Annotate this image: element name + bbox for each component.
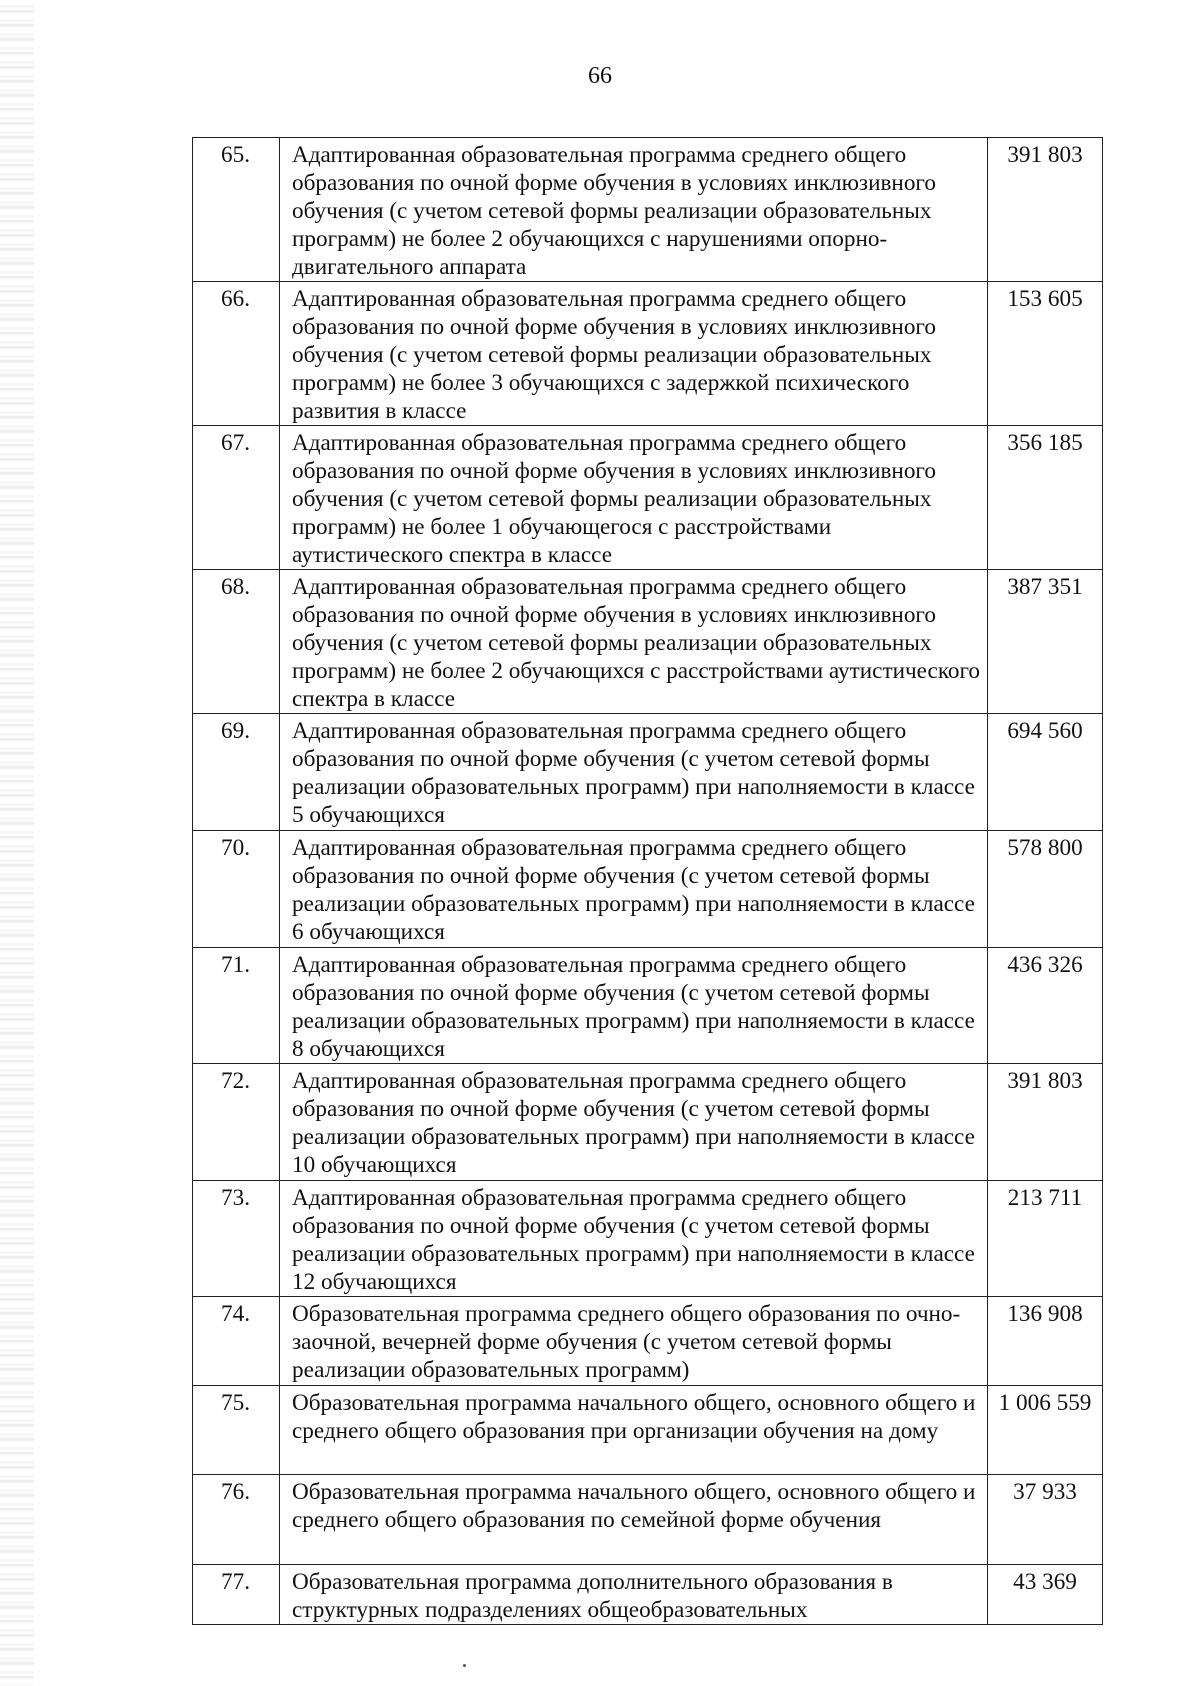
program-description: Адаптированная образовательная программа среднего общего образования по очной форме обучения (с учетом сетевой формы реализации образовательных программ) при наполняемости в классе 8 обучающихся xyxy=(280,948,988,1064)
cost-amount: 356 185 xyxy=(988,426,1103,570)
row-number: 66. xyxy=(193,282,280,426)
table-row xyxy=(193,426,1103,570)
cost-amount: 694 560 xyxy=(988,714,1103,831)
program-description: Образовательная программа начального общего, основного общего и среднего общего образования по семейной форме обучения xyxy=(280,1475,988,1565)
cost-amount: 1 006 559 xyxy=(988,1386,1103,1475)
program-description: Адаптированная образовательная программа среднего общего образования по очной форме обучения (с учетом сетевой формы реализации образовательных программ) при наполняемости в классе 12 обучающихся xyxy=(280,1181,988,1297)
table-row xyxy=(193,1064,1103,1181)
table-row xyxy=(193,714,1103,831)
cost-amount: 213 711 xyxy=(988,1181,1103,1297)
program-description: Образовательная программа среднего общего образования по очно-заочной, вечерней форме обучения (с учетом сетевой формы реализации образовательных программ) xyxy=(280,1297,988,1386)
cost-amount: 43 369 xyxy=(988,1565,1103,1625)
cost-amount: 136 908 xyxy=(988,1297,1103,1386)
table-row xyxy=(193,138,1103,282)
page-number: 66 xyxy=(588,63,612,89)
table-row xyxy=(193,570,1103,714)
program-description: Адаптированная образовательная программа среднего общего образования по очной форме обучения (с учетом сетевой формы реализации образовательных программ) при наполняемости в классе 5 обучающихся xyxy=(280,714,988,831)
table-row xyxy=(193,1475,1103,1565)
program-description: Адаптированная образовательная программа среднего общего образования по очной форме обучения в условиях инклюзивного обучения (с учетом сетевой формы реализации образовательных программ) не более 2 обучающихся с расстройствами аутистического спектра в классе xyxy=(280,570,988,714)
cost-amount: 387 351 xyxy=(988,570,1103,714)
table-row xyxy=(193,831,1103,948)
program-description: Адаптированная образовательная программа среднего общего образования по очной форме обучения в условиях инклюзивного обучения (с учетом сетевой формы реализации образовательных программ) не более 3 обучающихся с задержкой психического развития в классе xyxy=(280,282,988,426)
row-number: 71. xyxy=(193,948,280,1064)
cost-amount: 37 933 xyxy=(988,1475,1103,1565)
program-description: Адаптированная образовательная программа среднего общего образования по очной форме обучения в условиях инклюзивного обучения (с учетом сетевой формы реализации образовательных программ) не более 1 обучающегося с расстройствами аутистического спектра в классе xyxy=(280,426,988,570)
row-number: 68. xyxy=(193,570,280,714)
row-number: 75. xyxy=(193,1386,280,1475)
scan-dot-artifact xyxy=(463,1664,466,1667)
table-row xyxy=(193,1386,1103,1475)
table-row xyxy=(193,948,1103,1064)
cost-amount: 391 803 xyxy=(988,1064,1103,1181)
row-number: 74. xyxy=(193,1297,280,1386)
row-number: 77. xyxy=(193,1565,280,1625)
cost-amount: 153 605 xyxy=(988,282,1103,426)
program-description: Образовательная программа начального общего, основного общего и среднего общего образования при организации обучения на дому xyxy=(280,1386,988,1475)
program-description: Адаптированная образовательная программа среднего общего образования по очной форме обучения (с учетом сетевой формы реализации образовательных программ) при наполняемости в классе 10 обучающихся xyxy=(280,1064,988,1181)
row-number: 73. xyxy=(193,1181,280,1297)
cost-amount: 578 800 xyxy=(988,831,1103,948)
program-description: Образовательная программа дополнительного образования в структурных подразделениях общеобразовательных xyxy=(280,1565,988,1625)
cost-table xyxy=(192,137,1103,1625)
row-number: 70. xyxy=(193,831,280,948)
row-number: 72. xyxy=(193,1064,280,1181)
program-description: Адаптированная образовательная программа среднего общего образования по очной форме обучения в условиях инклюзивного обучения (с учетом сетевой формы реализации образовательных программ) не более 2 обучающихся с нарушениями опорно-двигательного аппарата xyxy=(280,138,988,282)
cost-amount: 391 803 xyxy=(988,138,1103,282)
row-number: 69. xyxy=(193,714,280,831)
cost-amount: 436 326 xyxy=(988,948,1103,1064)
table-row xyxy=(193,1565,1103,1625)
row-number: 76. xyxy=(193,1475,280,1565)
table-row xyxy=(193,282,1103,426)
scan-edge-artifact xyxy=(0,0,34,1686)
row-number: 65. xyxy=(193,138,280,282)
program-description: Адаптированная образовательная программа среднего общего образования по очной форме обучения (с учетом сетевой формы реализации образовательных программ) при наполняемости в классе 6 обучающихся xyxy=(280,831,988,948)
table-row xyxy=(193,1181,1103,1297)
row-number: 67. xyxy=(193,426,280,570)
table-row xyxy=(193,1297,1103,1386)
